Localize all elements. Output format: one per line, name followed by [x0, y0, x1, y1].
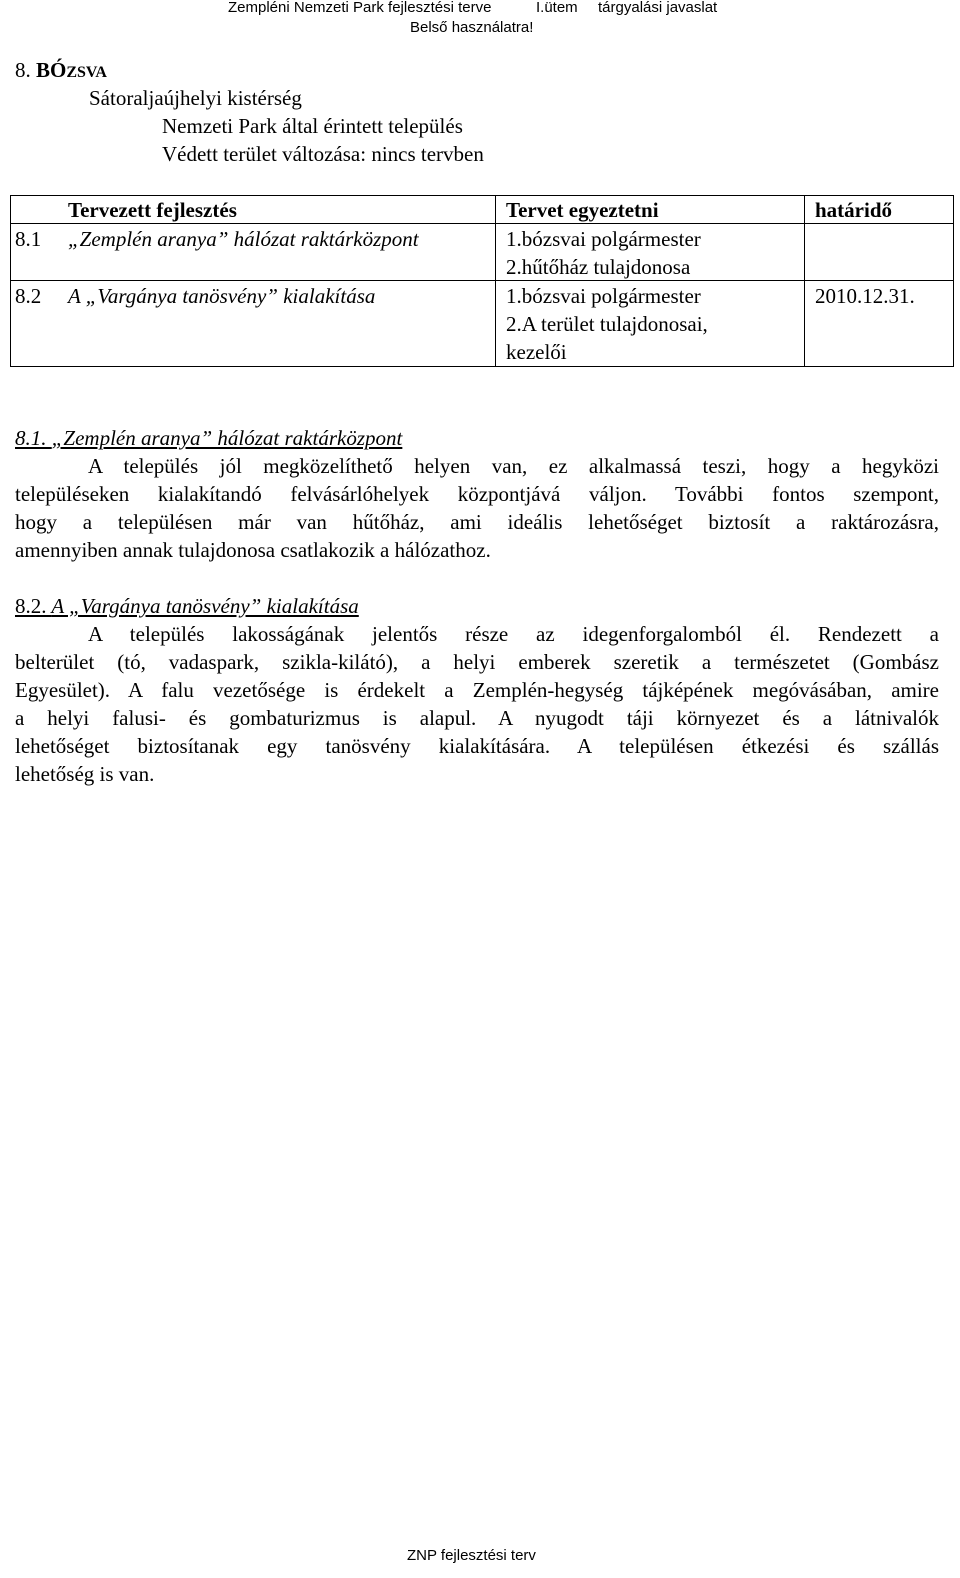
- development-table: [10, 195, 954, 367]
- table-border-bottom: [10, 366, 954, 367]
- table-border-left: [10, 195, 11, 367]
- section-name: [36, 58, 107, 82]
- detail-1-heading-title: „Zemplén aranya” hálózat raktárközpont: [51, 426, 403, 450]
- page-footer: ZNP fejlesztési terv: [407, 1547, 536, 1564]
- header-note: tárgyalási javaslat: [598, 0, 718, 16]
- detail-2-heading: [15, 592, 359, 620]
- table-row-2-title: A „Vargánya tanösvény” kialakítása: [68, 284, 376, 308]
- section-number: 8.: [15, 58, 31, 82]
- table-header-development: Tervezett fejlesztés: [68, 198, 237, 222]
- table-row-2-consult-3: kezelői: [506, 340, 567, 364]
- detail-2-line-6: lehetőség is van.: [15, 762, 155, 786]
- detail-2-heading-number: 8.2.: [15, 594, 47, 618]
- table-col-rule-1: [495, 195, 496, 367]
- section-name-initial: B: [36, 58, 51, 82]
- table-col-rule-2: [804, 195, 805, 367]
- table-row-2-deadline: 2010.12.31.: [815, 284, 915, 308]
- region-line: Sátoraljaújhelyi kistérség: [89, 86, 302, 110]
- header-internal-use: Belső használatra!: [410, 19, 534, 36]
- detail-2-line-2: belterület (tó, vadaspark, szikla-kilátó), a helyi emberek szeretik a természetet (Gombász: [15, 650, 939, 674]
- detail-2-line-3: Egyesület). A falu vezetősége is érdekelt a Zemplén-hegység tájképének megóvásában, amire: [15, 678, 939, 702]
- table-row-2-number: 8.2: [15, 284, 42, 308]
- detail-1-paragraph: [15, 452, 939, 564]
- table-row-1-consult-1: 1.bózsvai polgármester: [506, 227, 701, 251]
- detail-1-heading: [15, 424, 402, 452]
- table-row-1-number: 8.1: [15, 227, 42, 251]
- detail-1-line-4: amennyiben annak tulajdonosa csatlakozik a hálózathoz.: [15, 538, 491, 562]
- table-border-right: [953, 195, 954, 367]
- table-header-deadline: határidő: [815, 198, 893, 222]
- settlement-type-line: Nemzeti Park által érintett település: [162, 114, 463, 138]
- table-header-consult: Tervet egyeztetni: [506, 198, 659, 222]
- header-stage: I.ütem: [536, 0, 578, 16]
- detail-2-line-4: a helyi falusi- és gombaturizmus is alapul. A nyugodt táji környezet és a látnivalók: [15, 706, 939, 730]
- detail-1-line-2: településeken kialakítandó felvásárlóhelyek központjává váljon. További fontos szempont,: [15, 482, 939, 506]
- table-row-1-title: „Zemplén aranya” hálózat raktárközpont: [68, 227, 419, 251]
- table-row-rule: [10, 280, 954, 281]
- detail-2-line-1: A település lakosságának jelentős része az idegenforgalomból él. Rendezett a: [88, 622, 939, 646]
- section-name-accent: Ó: [50, 58, 67, 82]
- section-name-rest: ZSVA: [66, 64, 107, 81]
- header-doc-title: Zempléni Nemzeti Park fejlesztési terve: [228, 0, 492, 16]
- table-row-2-consult-2: 2.A terület tulajdonosai,: [506, 312, 708, 336]
- protected-area-line: Védett terület változása: nincs tervben: [162, 142, 484, 166]
- detail-1-line-3: hogy a településen már van hűtőház, ami ideális lehetőséget biztosít a raktározásra,: [15, 510, 939, 534]
- table-row-2-consult-1: 1.bózsvai polgármester: [506, 284, 701, 308]
- detail-1-line-1: A település jól megközelíthető helyen van, ez alkalmassá teszi, hogy a hegyközi: [88, 454, 939, 478]
- section-heading: [15, 56, 107, 87]
- detail-2-heading-title: A „Vargánya tanösvény” kialakítása: [51, 594, 359, 618]
- detail-1-heading-number: 8.1.: [15, 426, 47, 450]
- detail-2-paragraph: [15, 620, 939, 788]
- detail-2-line-5: lehetőséget biztosítanak egy tanösvény kialakítására. A településen étkezési és szállás: [15, 734, 939, 758]
- table-row-1-consult-2: 2.hűtőház tulajdonosa: [506, 255, 691, 279]
